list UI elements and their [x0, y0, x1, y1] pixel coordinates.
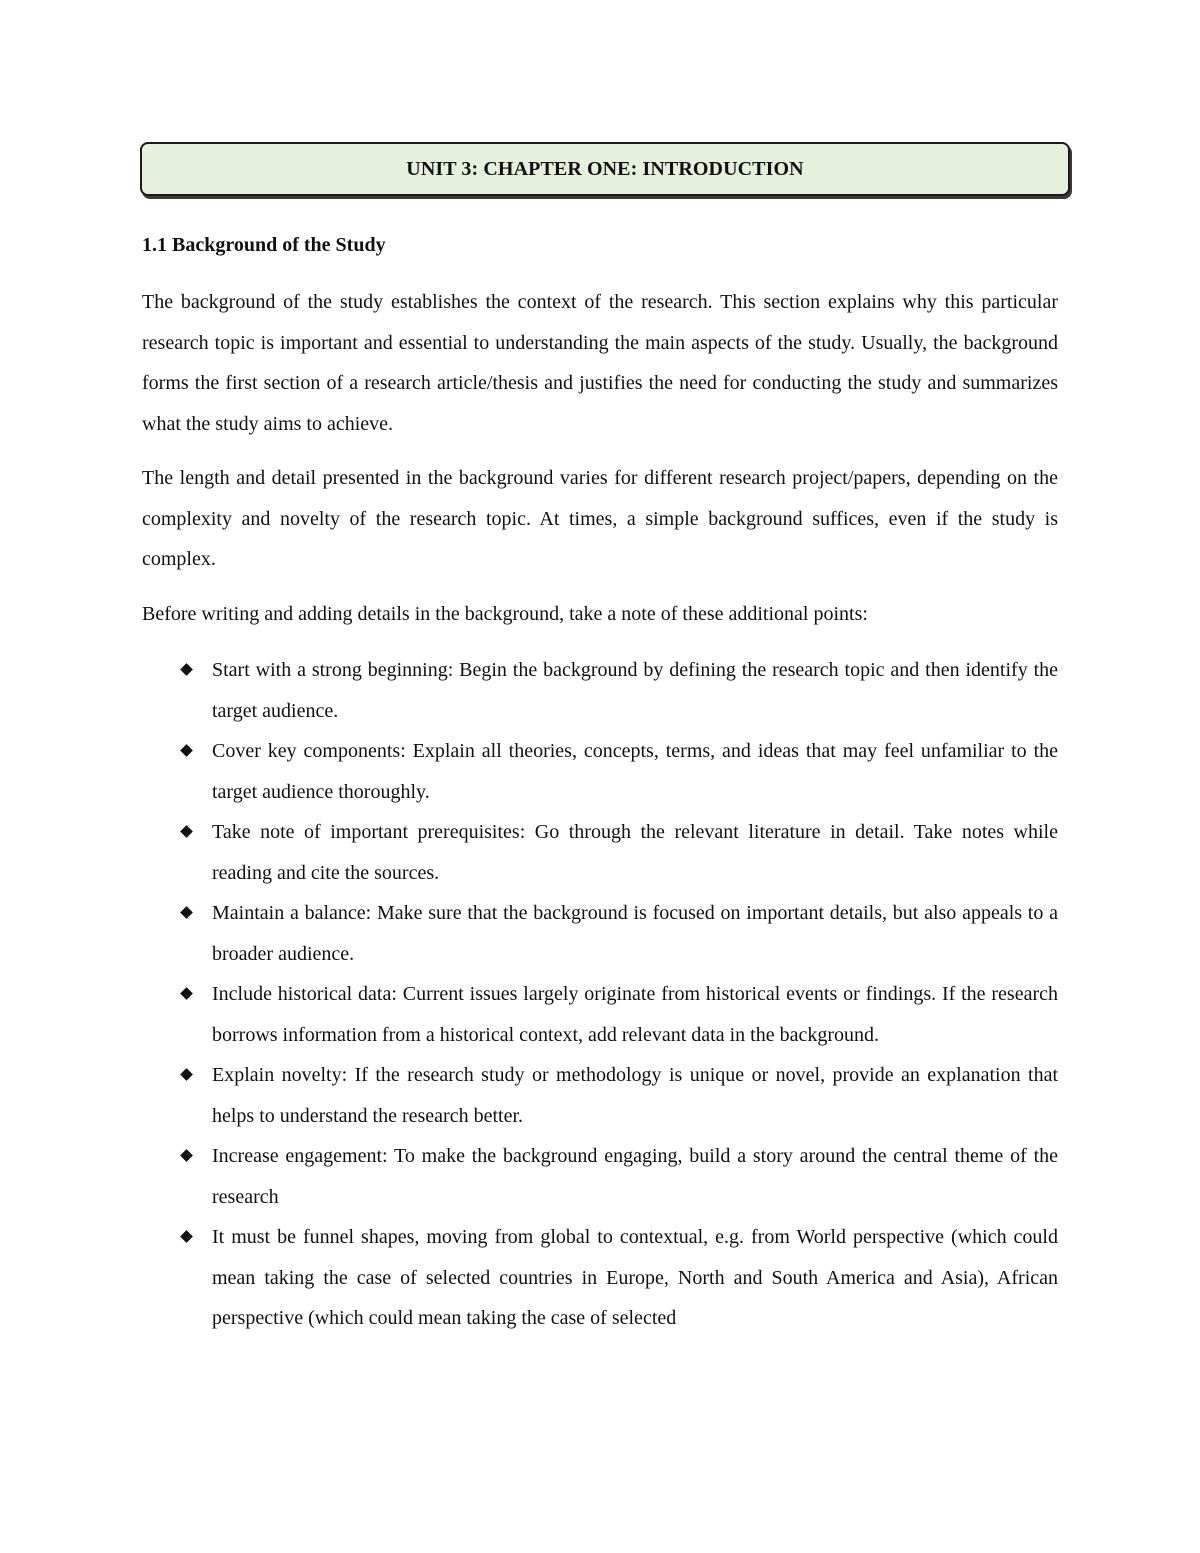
list-item-text: It must be funnel shapes, moving from global to contextual, e.g. from World perspective (which could mean taking the case of selected countries in Europe, North and South America and Asia), African perspective (which could mean taking the case of selected	[212, 1226, 1058, 1329]
document-body	[142, 228, 1058, 1339]
diamond-bullet-icon	[180, 744, 193, 757]
background-paragraph-2: The length and detail presented in the background varies for different research project/papers, depending on the complexity and novelty of the research topic. At times, a simple background suffices, even if the study is complex.	[142, 467, 1058, 570]
chapter-title-box	[140, 142, 1070, 196]
diamond-bullet-icon	[180, 1068, 193, 1081]
diamond-bullet-icon	[180, 987, 193, 1000]
diamond-bullet-icon	[180, 1149, 193, 1162]
list-item-text: Maintain a balance: Make sure that the background is focused on important details, but also appeals to a broader audience.	[212, 902, 1058, 965]
list-item-text: Start with a strong beginning: Begin the background by defining the research topic and then identify the target audience.	[212, 659, 1058, 722]
list-intro: Before writing and adding details in the background, take a note of these additional points:	[142, 602, 868, 625]
section-heading: 1.1 Background of the Study	[142, 234, 386, 256]
list-item	[142, 974, 1058, 1055]
list-item	[142, 650, 1058, 731]
points-list	[142, 650, 1058, 1339]
background-paragraph-1: The background of the study establishes the context of the research. This section explains why this particular research topic is important and essential to understanding the main aspects of the study. Usually, the background forms the first section of a research article/thesis and justifies the need for conducting the study and summarizes what the study aims to achieve.	[142, 291, 1058, 435]
list-item-text: Cover key components: Explain all theories, concepts, terms, and ideas that may feel unfamiliar to the target audience thoroughly.	[212, 740, 1058, 803]
list-item-text: Include historical data: Current issues largely originate from historical events or findings. If the research borrows information from a historical context, add relevant data in the background.	[212, 983, 1058, 1046]
list-item	[142, 893, 1058, 974]
diamond-bullet-icon	[180, 1230, 193, 1243]
list-item	[142, 812, 1058, 893]
diamond-bullet-icon	[180, 663, 193, 676]
diamond-bullet-icon	[180, 825, 193, 838]
list-item-text: Explain novelty: If the research study or methodology is unique or novel, provide an explanation that helps to understand the research better.	[212, 1064, 1058, 1127]
list-item	[142, 1217, 1058, 1339]
chapter-title: UNIT 3: CHAPTER ONE: INTRODUCTION	[406, 157, 804, 180]
diamond-bullet-icon	[180, 906, 193, 919]
list-item	[142, 1055, 1058, 1136]
list-item-text: Take note of important prerequisites: Go through the relevant literature in detail. Take notes while reading and cite the sources.	[212, 821, 1058, 884]
list-item-text: Increase engagement: To make the background engaging, build a story around the central theme of the research	[212, 1145, 1058, 1208]
list-item	[142, 731, 1058, 812]
list-item	[142, 1136, 1058, 1217]
